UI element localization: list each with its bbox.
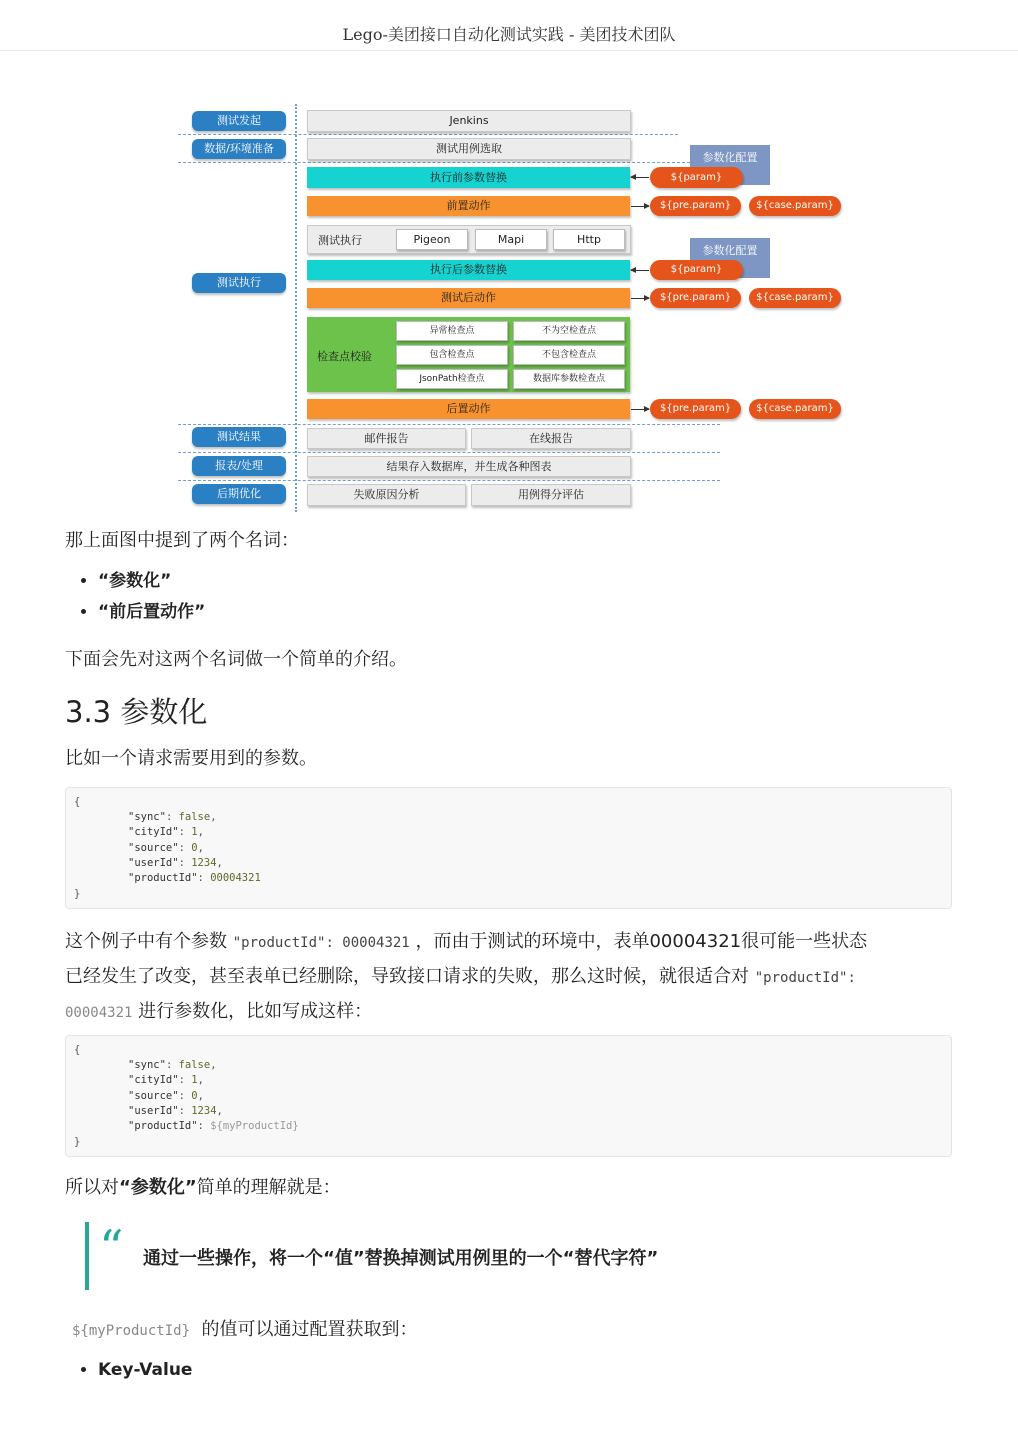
stage-optimize: 后期优化 [192, 484, 286, 504]
fail-analysis-box: 失败原因分析 [307, 484, 466, 506]
mail-report-box: 邮件报告 [307, 428, 466, 449]
code-line: "cityId": 1, [128, 1074, 204, 1086]
stage-test-result: 测试结果 [192, 427, 286, 447]
case-select-box: 测试用例选取 [307, 138, 631, 160]
code-line: "cityId": 1, [128, 826, 204, 838]
arrow-right [631, 298, 649, 299]
config-list [78, 1355, 192, 1386]
exec-box [307, 225, 631, 254]
check-box [307, 317, 630, 392]
online-report-box: 在线报告 [471, 428, 631, 449]
protocol-http: Http [553, 229, 625, 250]
case-param-pill: ${case.param} [749, 288, 841, 308]
code-block-2 [65, 1035, 952, 1157]
dashed-line [178, 480, 720, 481]
dashed-line [178, 162, 690, 163]
check-item: JsonPath检查点 [396, 369, 508, 389]
quote-icon: “ [99, 1220, 124, 1276]
vertical-divider [295, 104, 297, 512]
post-action-box: 后置动作 [307, 399, 630, 419]
list-item: • Key-Value [98, 1355, 192, 1386]
check-label: 检查点校验 [317, 350, 372, 363]
param-pill: ${param} [650, 167, 743, 188]
summary-text: 所以对“参数化”简单的理解就是： [65, 1177, 341, 1198]
pre-action-box: 前置动作 [307, 196, 630, 216]
code-line: } [74, 888, 81, 900]
param-config-box: 参数化配置 [690, 238, 770, 278]
dashed-line [178, 452, 720, 453]
check-item: 异常检查点 [396, 321, 508, 341]
protocol-mapi: Mapi [475, 229, 547, 250]
protocol-pigeon: Pigeon [396, 229, 468, 250]
list-item: • “参数化” [98, 566, 205, 597]
flow-diagram [0, 0, 1018, 520]
code-line: "productId": 00004321 [128, 872, 261, 884]
db-store-box: 结果存入数据库，并生成各种图表 [307, 456, 631, 477]
code-line: "userId": 1234, [128, 857, 223, 869]
stage-test-exec: 测试执行 [192, 273, 286, 293]
param-pill: ${param} [650, 260, 743, 280]
section-intro: 比如一个请求需要用到的参数。 [65, 748, 317, 769]
code-line: "sync": false, [128, 1059, 217, 1071]
stage-report: 报表/处理 [192, 456, 286, 476]
pre-param-pill: ${pre.param} [650, 399, 741, 419]
intro-text: 那上面图中提到了两个名词： [65, 530, 299, 551]
code-line: { [74, 796, 81, 808]
case-param-pill: ${case.param} [749, 196, 841, 216]
check-item: 数据库参数检查点 [513, 369, 625, 389]
code-line: } [74, 1136, 81, 1148]
dashed-line [178, 134, 678, 135]
stage-test-start: 测试发起 [192, 111, 286, 131]
next-text: 下面会先对这两个名词做一个简单的介绍。 [65, 649, 407, 670]
list-item: • “前后置动作” [98, 597, 205, 628]
code-line: { [74, 1044, 81, 1056]
param-config-box: 参数化配置 [690, 145, 770, 185]
check-item: 包含检查点 [396, 345, 508, 365]
case-score-box: 用例得分评估 [471, 484, 631, 506]
blockquote [85, 1222, 949, 1290]
check-item: 不包含检查点 [513, 345, 625, 365]
code-line: "productId": ${myProductId} [128, 1120, 299, 1132]
explanation-paragraph: 这个例子中有个参数 "productId": 00004321 ，而由于测试的环境中，表单00004321很可能一些状态 已经发生了改变，甚至表单已经删除，导致接口请求的失败，那么这时候，就很适合对 "productId": 00004321 进行参数化，比如写成这样： [65, 931, 868, 1022]
exec-label: 测试执行 [318, 234, 362, 247]
pre-replace-box: 执行前参数替换 [307, 167, 630, 188]
pre-param-pill: ${pre.param} [650, 196, 741, 216]
arrow-right [631, 409, 649, 410]
code-line: "source": 0, [128, 842, 204, 854]
arrow-left [631, 270, 649, 271]
code-line: "source": 0, [128, 1090, 204, 1102]
code-line: "sync": false, [128, 811, 217, 823]
page-title: Lego-美团接口自动化测试实践 - 美团技术团队 [342, 25, 676, 44]
arrow-left [631, 177, 649, 178]
quote-text: 通过一些操作，将一个“值”替换掉测试用例里的一个“替代字符” [143, 1248, 659, 1269]
jenkins-box: Jenkins [307, 110, 631, 132]
stage-data-prep: 数据/环境准备 [192, 139, 286, 159]
config-line: ${myProductId} 的值可以通过配置获取到： [72, 1319, 418, 1340]
term-list [78, 566, 205, 628]
post-test-action-box: 测试后动作 [307, 288, 630, 308]
post-replace-box: 执行后参数替换 [307, 260, 630, 280]
pre-param-pill: ${pre.param} [650, 288, 741, 308]
section-heading: 3.3 参数化 [65, 695, 208, 729]
code-block-1 [65, 787, 952, 909]
code-line: "userId": 1234, [128, 1105, 223, 1117]
dashed-line [178, 424, 720, 425]
arrow-right [631, 206, 649, 207]
check-item: 不为空检查点 [513, 321, 625, 341]
case-param-pill: ${case.param} [749, 399, 841, 419]
